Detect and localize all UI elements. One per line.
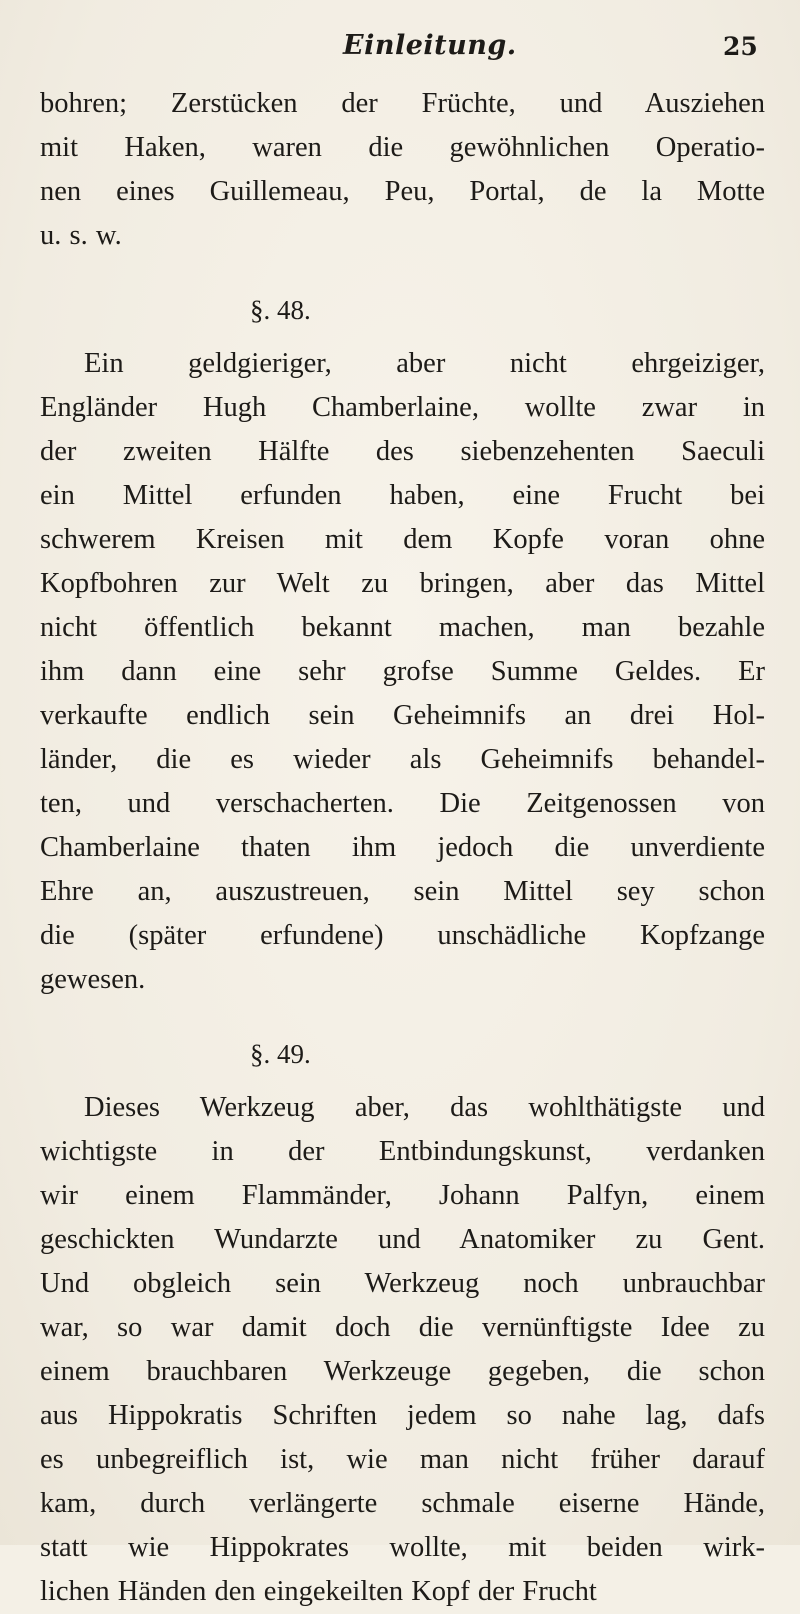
spacer <box>40 1002 765 1022</box>
section-heading-49: §. 49. <box>250 1039 311 1069</box>
page-number: 25 <box>723 32 758 61</box>
text-line: Ehre an, auszustreuen, sein Mittel sey schon <box>40 876 765 907</box>
spacer <box>40 258 765 278</box>
text-line: die (später erfundene) unschädliche Kopfzange <box>40 920 765 951</box>
text-line: der zweiten Hälfte des siebenzehenten Saeculi <box>40 436 765 467</box>
section-48-paragraph <box>40 342 765 1002</box>
text-line: ihm dann eine sehr grofse Summe Geldes. Er <box>40 656 765 687</box>
paragraph-continuation <box>40 82 765 258</box>
text-line: Engländer Hugh Chamberlaine, wollte zwar in <box>40 392 765 423</box>
text-line: Und obgleich sein Werkzeug noch unbrauchbar <box>40 1268 765 1299</box>
text-line: aus Hippokratis Schriften jedem so nahe lag, dafs <box>40 1400 765 1431</box>
section-49-paragraph <box>40 1086 765 1614</box>
text-line: war, so war damit doch die vernünftigste Idee zu <box>40 1312 765 1343</box>
text-line: ein Mittel erfunden haben, eine Frucht bei <box>40 480 765 511</box>
text-line: gewesen. <box>40 964 146 995</box>
text-line: länder, die es wieder als Geheimnifs behandel- <box>40 744 765 775</box>
text-line: verkaufte endlich sein Geheimnifs an drei Hol- <box>40 700 765 731</box>
text-line: geschickten Wundarzte und Anatomiker zu Gent. <box>40 1224 765 1255</box>
text-line: ten, und verschacherten. Die Zeitgenossen von <box>40 788 765 819</box>
text-line: kam, durch verlängerte schmale eiserne Hände, <box>40 1488 765 1519</box>
text-line: schwerem Kreisen mit dem Kopfe voran ohne <box>40 524 765 555</box>
text-line: nen eines Guillemeau, Peu, Portal, de la Motte <box>40 176 765 207</box>
text-line: nicht öffentlich bekannt machen, man bezahle <box>40 612 765 643</box>
section-heading-48: §. 48. <box>250 295 311 325</box>
text-line: bohren; Zerstücken der Früchte, und Ausziehen <box>40 88 765 119</box>
text-line: wir einem Flammänder, Johann Palfyn, einem <box>40 1180 765 1211</box>
text-line: statt wie Hippokrates wollte, mit beiden wirk- <box>40 1532 765 1563</box>
text-line: es unbegreiflich ist, wie man nicht früher darauf <box>40 1444 765 1475</box>
running-title: Einleitung. <box>343 30 517 61</box>
text-line: Dieses Werkzeug aber, das wohlthätigste und <box>84 1092 765 1123</box>
text-line: u. s. w. <box>40 220 122 251</box>
text-line: Kopfbohren zur Welt zu bringen, aber das Mittel <box>40 568 765 599</box>
body-text <box>40 82 765 1614</box>
text-line: mit Haken, waren die gewöhnlichen Operatio- <box>40 132 765 163</box>
page-header <box>0 30 800 70</box>
text-line: lichen Händen den eingekeilten Kopf der Frucht <box>40 1576 597 1607</box>
text-line: Chamberlaine thaten ihm jedoch die unverdiente <box>40 832 765 863</box>
text-line: einem brauchbaren Werkzeuge gegeben, die schon <box>40 1356 765 1387</box>
text-line: wichtigste in der Entbindungskunst, verdanken <box>40 1136 765 1167</box>
text-line: Ein geldgieriger, aber nicht ehrgeiziger, <box>84 348 765 379</box>
